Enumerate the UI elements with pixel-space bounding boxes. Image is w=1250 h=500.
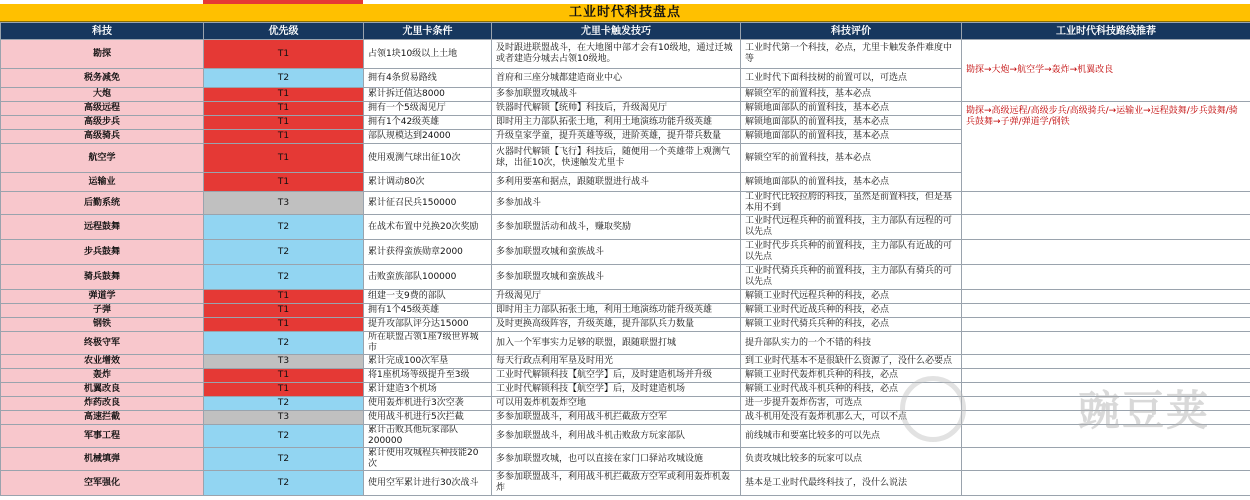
priority-cell: T2 xyxy=(204,397,364,411)
condition-cell: 击败蛮族部队100000 xyxy=(364,265,492,290)
tech-cell: 弹道学 xyxy=(1,290,204,304)
tips-cell: 每天行政点利用军垦及时用光 xyxy=(492,355,741,369)
evaluation-cell: 解锁工业时代骑兵兵种的科技，必点 xyxy=(741,318,962,332)
route-cell-empty xyxy=(962,304,1250,318)
table-row xyxy=(1,318,1250,332)
evaluation-cell: 解锁地面部队的前置科技，基本必点 xyxy=(741,102,962,116)
priority-cell: T2 xyxy=(204,425,364,448)
route-cell-empty xyxy=(962,192,1250,215)
tips-cell: 多参加联盟活动和战斗，赚取奖励 xyxy=(492,215,741,240)
table-row xyxy=(1,265,1250,290)
tips-cell: 及时更换高级阵容，升级英雄，提升部队兵力数量 xyxy=(492,318,741,332)
evaluation-cell: 解锁空军的前置科技，基本必点 xyxy=(741,144,962,173)
tech-cell: 轰炸 xyxy=(1,369,204,383)
tips-cell: 多参加联盟攻城和蛮族战斗 xyxy=(492,265,741,290)
priority-cell: T3 xyxy=(204,411,364,425)
evaluation-cell: 工业时代比较拉胯的科技，虽然是前置科技，但是基本用不到 xyxy=(741,192,962,215)
table-row xyxy=(1,355,1250,369)
tech-cell: 运输业 xyxy=(1,173,204,192)
table-row xyxy=(1,369,1250,383)
tips-cell: 即时用主力部队拓张土地，利用土地演练功能升级英雄 xyxy=(492,116,741,130)
tips-cell: 多参加联盟战斗，利用战斗机拦截敌方空军 xyxy=(492,411,741,425)
tech-cell: 远程鼓舞 xyxy=(1,215,204,240)
evaluation-cell: 解锁工业时代轰炸机兵种的科技，必点 xyxy=(741,369,962,383)
table-row xyxy=(1,448,1250,471)
route-cell: 勘探→大炮→航空学→轰炸→机翼改良 xyxy=(962,40,1250,102)
table-row xyxy=(1,397,1250,411)
tech-cell: 机械填弹 xyxy=(1,448,204,471)
tips-cell: 工业时代解锁科技【航空学】后，及时建造机场 xyxy=(492,383,741,397)
priority-cell: T3 xyxy=(204,355,364,369)
tech-cell: 骑兵鼓舞 xyxy=(1,265,204,290)
condition-cell: 使用空军累计进行30次战斗 xyxy=(364,471,492,496)
priority-cell: T2 xyxy=(204,332,364,355)
table-row xyxy=(1,102,1250,116)
route-cell-empty xyxy=(962,425,1250,448)
condition-cell: 拥有1个42级英雄 xyxy=(364,116,492,130)
evaluation-cell: 战斗机用处没有轰炸机那么大，可以不点 xyxy=(741,411,962,425)
evaluation-cell: 解锁空军的前置科技，基本必点 xyxy=(741,88,962,102)
route-cell-empty xyxy=(962,332,1250,355)
priority-cell: T2 xyxy=(204,471,364,496)
table-row xyxy=(1,290,1250,304)
table-row xyxy=(1,332,1250,355)
tips-cell: 可以用轰炸机轰炸空地 xyxy=(492,397,741,411)
header-evaluation: 科技评价 xyxy=(741,23,962,40)
table-row xyxy=(1,240,1250,265)
priority-cell: T2 xyxy=(204,265,364,290)
condition-cell: 组建一支9费的部队 xyxy=(364,290,492,304)
table-row xyxy=(1,40,1250,69)
route-cell-empty xyxy=(962,355,1250,369)
header-row xyxy=(1,23,1250,40)
tips-cell: 多参加联盟攻城，也可以直接在家门口驿站攻城设施 xyxy=(492,448,741,471)
tips-cell: 多参加联盟战斗，利用战斗机拦截敌方空军或利用轰炸机轰炸 xyxy=(492,471,741,496)
evaluation-cell: 解锁工业时代战斗机兵种的科技，必点 xyxy=(741,383,962,397)
condition-cell: 拥有1个45级英雄 xyxy=(364,304,492,318)
tech-cell: 勘探 xyxy=(1,40,204,69)
priority-cell: T1 xyxy=(204,369,364,383)
condition-cell: 部队规模达到24000 xyxy=(364,130,492,144)
condition-cell: 累计征召民兵150000 xyxy=(364,192,492,215)
priority-cell: T2 xyxy=(204,448,364,471)
tech-cell: 钢铁 xyxy=(1,318,204,332)
header-priority: 优先级 xyxy=(204,23,364,40)
table-row xyxy=(1,471,1250,496)
route-cell-empty xyxy=(962,240,1250,265)
evaluation-cell: 解锁地面部队的前置科技，基本必点 xyxy=(741,130,962,144)
tech-cell: 高级骑兵 xyxy=(1,130,204,144)
condition-cell: 所在联盟占领1座7级世界城市 xyxy=(364,332,492,355)
tech-cell: 高级远程 xyxy=(1,102,204,116)
priority-cell: T1 xyxy=(204,304,364,318)
evaluation-cell: 工业时代下面科技树的前置可以，可选点 xyxy=(741,69,962,88)
header-tips: 尤里卡触发技巧 xyxy=(492,23,741,40)
priority-cell: T1 xyxy=(204,290,364,304)
tech-cell: 高速拦截 xyxy=(1,411,204,425)
tips-cell: 铁器时代解锁【统帅】科技后，升级渴见厅 xyxy=(492,102,741,116)
tech-cell: 军事工程 xyxy=(1,425,204,448)
evaluation-cell: 解锁地面部队的前置科技，基本必点 xyxy=(741,116,962,130)
priority-cell: T3 xyxy=(204,192,364,215)
tips-cell: 升级渴见厅 xyxy=(492,290,741,304)
condition-cell: 累计击败其他玩家部队200000 xyxy=(364,425,492,448)
tech-cell: 终极守军 xyxy=(1,332,204,355)
evaluation-cell: 负责攻城比较多的玩家可以点 xyxy=(741,448,962,471)
condition-cell: 累计使用攻城程兵种技能20次 xyxy=(364,448,492,471)
priority-cell: T2 xyxy=(204,240,364,265)
condition-cell: 拥有4条贸易路线 xyxy=(364,69,492,88)
evaluation-cell: 提升部队实力的一个不错的科技 xyxy=(741,332,962,355)
condition-cell: 使用观测气球出征10次 xyxy=(364,144,492,173)
tips-cell: 升级皇家学童，提升英雄等级，进阶英雄，提升带兵数量 xyxy=(492,130,741,144)
priority-cell: T1 xyxy=(204,144,364,173)
condition-cell: 占领1块10级以上土地 xyxy=(364,40,492,69)
evaluation-cell: 工业时代远程兵种的前置科技，主力部队有远程的可以先点 xyxy=(741,215,962,240)
priority-cell: T1 xyxy=(204,116,364,130)
tips-cell: 火器时代解锁【飞行】科技后，随便用一个英雄带上观测气球，出征10次，快速触发尤里卡 xyxy=(492,144,741,173)
evaluation-cell: 工业时代骑兵兵种的前置科技，主力部队有骑兵的可以先点 xyxy=(741,265,962,290)
tips-cell: 多参加联盟攻城战斗 xyxy=(492,88,741,102)
tech-cell: 大炮 xyxy=(1,88,204,102)
tips-cell: 多参加联盟战斗，利用战斗机击败敌方玩家部队 xyxy=(492,425,741,448)
evaluation-cell: 进一步提升轰炸伤害，可选点 xyxy=(741,397,962,411)
tech-cell: 机翼改良 xyxy=(1,383,204,397)
table-row xyxy=(1,383,1250,397)
tech-table xyxy=(0,22,1250,496)
priority-cell: T1 xyxy=(204,88,364,102)
evaluation-cell: 基本是工业时代最终科技了，没什么说法 xyxy=(741,471,962,496)
priority-cell: T1 xyxy=(204,383,364,397)
condition-cell: 累计建造3个机场 xyxy=(364,383,492,397)
tips-cell: 加入一个军事实力足够的联盟，跟随联盟打城 xyxy=(492,332,741,355)
table-row xyxy=(1,192,1250,215)
table-row xyxy=(1,425,1250,448)
tips-cell: 首府和三座分城都建造商业中心 xyxy=(492,69,741,88)
route-cell-empty xyxy=(962,397,1250,411)
condition-cell: 使用轰炸机进行3次空袭 xyxy=(364,397,492,411)
tips-cell: 工业时代解锁科技【航空学】后，及时建造机场并升级 xyxy=(492,369,741,383)
priority-cell: T1 xyxy=(204,102,364,116)
condition-cell: 累计调动80次 xyxy=(364,173,492,192)
table-row xyxy=(1,304,1250,318)
header-condition: 尤里卡条件 xyxy=(364,23,492,40)
priority-cell: T2 xyxy=(204,69,364,88)
evaluation-cell: 到工业时代基本不是很缺什么资源了，没什么必要点 xyxy=(741,355,962,369)
evaluation-cell: 解锁工业时代远程兵种的科技，必点 xyxy=(741,290,962,304)
route-cell-empty xyxy=(962,265,1250,290)
tips-cell: 即时用主力部队拓张土地，利用土地演练功能升级英雄 xyxy=(492,304,741,318)
route-cell-empty xyxy=(962,290,1250,304)
condition-cell: 使用战斗机进行5次拦截 xyxy=(364,411,492,425)
header-tech: 科技 xyxy=(1,23,204,40)
condition-cell: 累计拆迁值达8000 xyxy=(364,88,492,102)
tech-cell: 子弹 xyxy=(1,304,204,318)
route-cell-empty xyxy=(962,383,1250,397)
priority-cell: T1 xyxy=(204,318,364,332)
tech-cell: 空军强化 xyxy=(1,471,204,496)
watermark: 豌豆荚 xyxy=(1077,386,1210,435)
evaluation-cell: 解锁地面部队的前置科技，基本必点 xyxy=(741,173,962,192)
priority-cell: T2 xyxy=(204,215,364,240)
priority-cell: T1 xyxy=(204,40,364,69)
tech-cell: 步兵鼓舞 xyxy=(1,240,204,265)
tech-cell: 后勤系统 xyxy=(1,192,204,215)
condition-cell: 累计获得蛮族勋章2000 xyxy=(364,240,492,265)
sheet-title: 工业时代科技盘点 xyxy=(0,4,1250,22)
condition-cell: 在战术布置中兑换20次奖励 xyxy=(364,215,492,240)
route-cell-empty xyxy=(962,215,1250,240)
table-row xyxy=(1,411,1250,425)
tech-cell: 炸药改良 xyxy=(1,397,204,411)
route-cell-empty xyxy=(962,471,1250,496)
evaluation-cell: 解锁工业时代近战兵种的科技，必点 xyxy=(741,304,962,318)
evaluation-cell: 前线城市和要塞比较多的可以先点 xyxy=(741,425,962,448)
route-cell: 勘探→高级远程/高级步兵/高级骑兵/→运输业→远程鼓舞/步兵鼓舞/骑兵鼓舞→子弹/弹道学/钢铁 xyxy=(962,102,1250,192)
route-cell-empty xyxy=(962,448,1250,471)
header-route: 工业时代科技路线推荐 xyxy=(962,23,1250,40)
priority-cell: T1 xyxy=(204,173,364,192)
priority-cell: T1 xyxy=(204,130,364,144)
tips-cell: 及时跟进联盟战斗，在大地图中部才会有10级地，通过迁城或者建造分城去占领10级地。 xyxy=(492,40,741,69)
route-cell-empty xyxy=(962,369,1250,383)
condition-cell: 提升攻部队评分达15000 xyxy=(364,318,492,332)
table-row xyxy=(1,215,1250,240)
tips-cell: 多参加战斗 xyxy=(492,192,741,215)
evaluation-cell: 工业时代第一个科技，必点，尤里卡触发条件难度中等 xyxy=(741,40,962,69)
tips-cell: 多参加联盟攻城和蛮族战斗 xyxy=(492,240,741,265)
route-cell-empty xyxy=(962,411,1250,425)
tech-cell: 农业增效 xyxy=(1,355,204,369)
condition-cell: 累计完成100次军垦 xyxy=(364,355,492,369)
route-cell-empty xyxy=(962,318,1250,332)
condition-cell: 将1座机场等级提升至3级 xyxy=(364,369,492,383)
tips-cell: 多利用要塞和据点，跟随联盟进行战斗 xyxy=(492,173,741,192)
evaluation-cell: 工业时代步兵兵种的前置科技，主力部队有近战的可以先点 xyxy=(741,240,962,265)
tech-cell: 高级步兵 xyxy=(1,116,204,130)
condition-cell: 拥有一个5级渴见厅 xyxy=(364,102,492,116)
tech-cell: 税务减免 xyxy=(1,69,204,88)
tech-cell: 航空学 xyxy=(1,144,204,173)
